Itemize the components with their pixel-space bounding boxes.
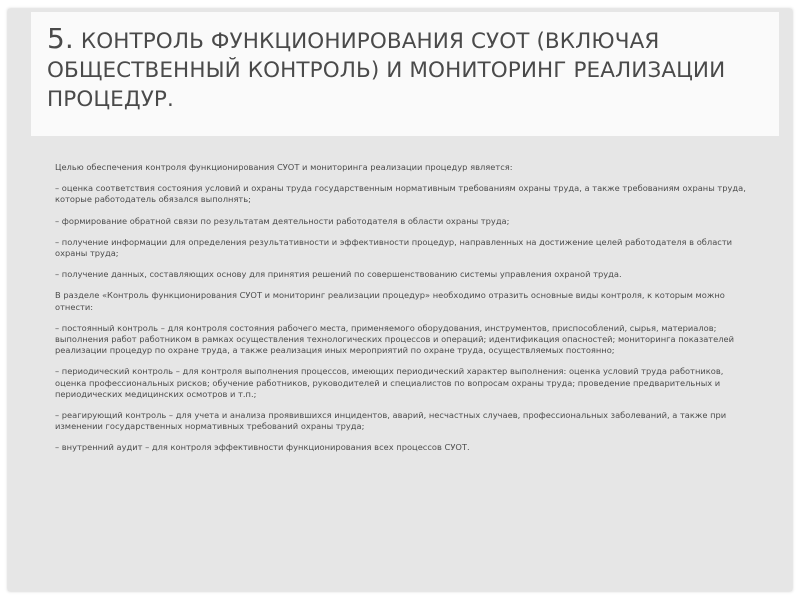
- title-box: [31, 12, 779, 136]
- slide: [8, 9, 792, 591]
- paragraph: – получение данных, составляющих основу для принятия решений по совершенствованию системы управления охраной труда.: [55, 269, 622, 280]
- slide-body: [55, 162, 747, 464]
- paragraph: В разделе «Контроль функционирования СУОТ и мониторинг реализации процедур» необходимо отразить основные виды контроля, к которым можно отнести:: [55, 290, 725, 312]
- paragraph: – постоянный контроль – для контроля состояния рабочего места, применяемого оборудования, инструментов, приспособлений, сырья, материалов; выполнения работ работником в рамках осуществления технологических процессов и операций; идентификация опасностей; мониторинга показателей реализации процедур по охране труда, а также реализация иных мероприятий по охране труда, осуществляемых постоянно;: [55, 322, 735, 356]
- title-number: 5.: [47, 22, 74, 55]
- slide-title: [47, 24, 767, 114]
- paragraph: – получение информации для определения результативности и эффективности процедур, направленных на достижение целей работодателя в области охраны труда;: [55, 236, 733, 259]
- paragraph: – оценка соответствия состояния условий и охраны труда государственным нормативным требованиям охраны труда, а также требованиям охраны труда, которые работодатель обязался выполнять;: [55, 183, 746, 205]
- paragraph: – реагирующий контроль – для учета и анализа проявившихся инцидентов, аварий, несчастных случаев, профессиональных заболеваний, а также при изменении государственных нормативных требований охраны труда;: [55, 410, 727, 432]
- paragraph: Целью обеспечения контроля функционирования СУОТ и мониторинга реализации процедур является:: [55, 162, 513, 172]
- title-text: КОНТРОЛЬ ФУНКЦИОНИРОВАНИЯ СУОТ (ВКЛЮЧАЯ ОБЩЕСТВЕННЫЙ КОНТРОЛЬ) И МОНИТОРИНГ РЕАЛИЗАЦИИ ПРОЦЕДУР.: [47, 29, 726, 112]
- paragraph: – внутренний аудит – для контроля эффективности функционирования всех процессов СУОТ.: [55, 442, 470, 453]
- paragraph: – периодический контроль – для контроля выполнения процессов, имеющих периодический характер выполнения: оценка условий труда работников, оценка профессиональных рисков; обучение работников, руководителей и специалистов по вопросам охраны труда; проведение предварительных и периодических медицинских осмотров и т.п.;: [55, 366, 724, 399]
- paragraph: – формирование обратной связи по результатам деятельности работодателя в области охраны труда;: [55, 215, 510, 226]
